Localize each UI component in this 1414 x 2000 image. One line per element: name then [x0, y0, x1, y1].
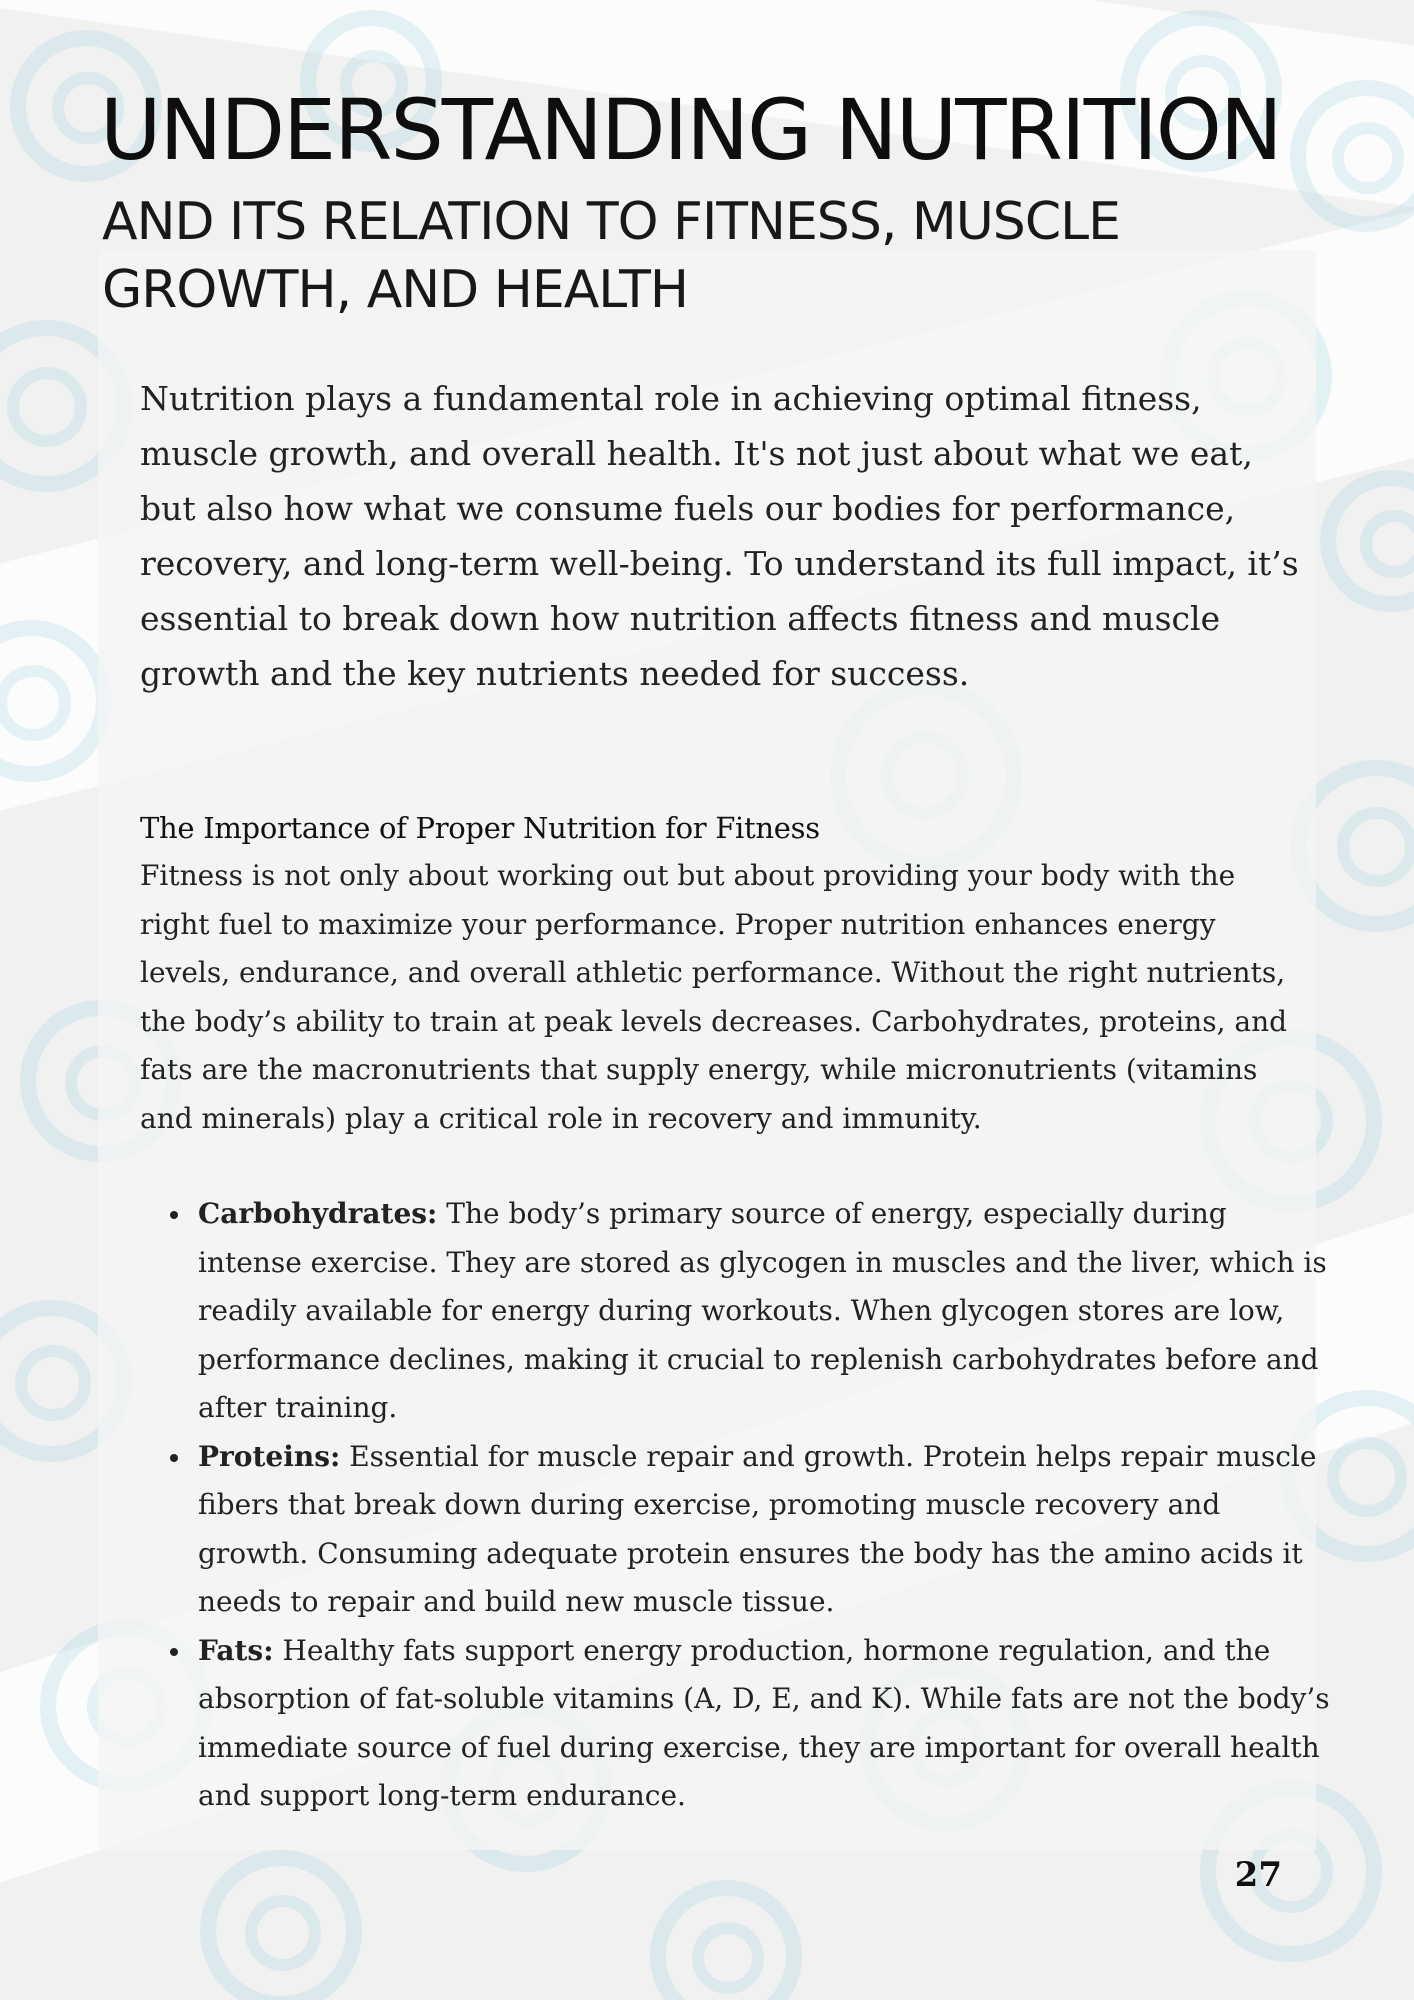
section-paragraph: Fitness is not only about working out but about providing your body with the right fuel to maximize your performance. Proper nutrition enhances energy levels, endurance, and overall athletic performance. Without the right nutrients, the body’s ability to train at peak levels decreases. Carbohydrates, proteins, and fats are the macronutrients that supply energy, while micronutrients (vitamins and minerals) play a critical role in recovery and immunity. — [140, 859, 1288, 1135]
macronutrient-list — [140, 1190, 1338, 1821]
list-item-text: The body’s primary source of energy, especially during intense exercise. They are stored as glycogen in muscles and the liver, which is readily available for energy during workouts. When glycogen stores are low, performance declines, making it crucial to replenish carbohydrates before and after training. — [198, 1197, 1327, 1424]
list-item-text: Essential for muscle repair and growth. Protein helps repair muscle fibers that break down during exercise, promoting muscle recovery and growth. Consuming adequate protein ensures the body has the amino acids it needs to repair and build new muscle tissue. — [198, 1439, 1317, 1618]
list-item-text: Healthy fats support energy production, hormone regulation, and the absorption of fat-soluble vitamins (A, D, E, and K). While fats are not the body’s immediate source of fuel during exercise, they are important for overall health and support long-term endurance. — [198, 1633, 1330, 1812]
list-item-proteins — [198, 1433, 1338, 1627]
page-subtitle: AND ITS RELATION TO FITNESS, MUSCLE GROWTH, AND HEALTH — [102, 192, 1120, 320]
list-item-term: Proteins: — [198, 1439, 341, 1473]
list-item-carbohydrates — [198, 1190, 1338, 1433]
section-heading: The Importance of Proper Nutrition for Fitness — [140, 811, 820, 845]
list-item-term: Fats: — [198, 1633, 274, 1667]
page-title: UNDERSTANDING NUTRITION — [100, 81, 1281, 179]
page-number: 27 — [1234, 1855, 1282, 1895]
intro-paragraph: Nutrition plays a fundamental role in achieving optimal fitness, muscle growth, and overall health. It's not just about what we eat, but also how what we consume fuels our bodies for performance, recovery, and long-term well-being. To understand its full impact, it’s essential to break down how nutrition affects fitness and muscle growth and the key nutrients needed for success. — [140, 379, 1299, 693]
list-item-term: Carbohydrates: — [198, 1197, 438, 1230]
list-item-fats — [198, 1627, 1338, 1821]
